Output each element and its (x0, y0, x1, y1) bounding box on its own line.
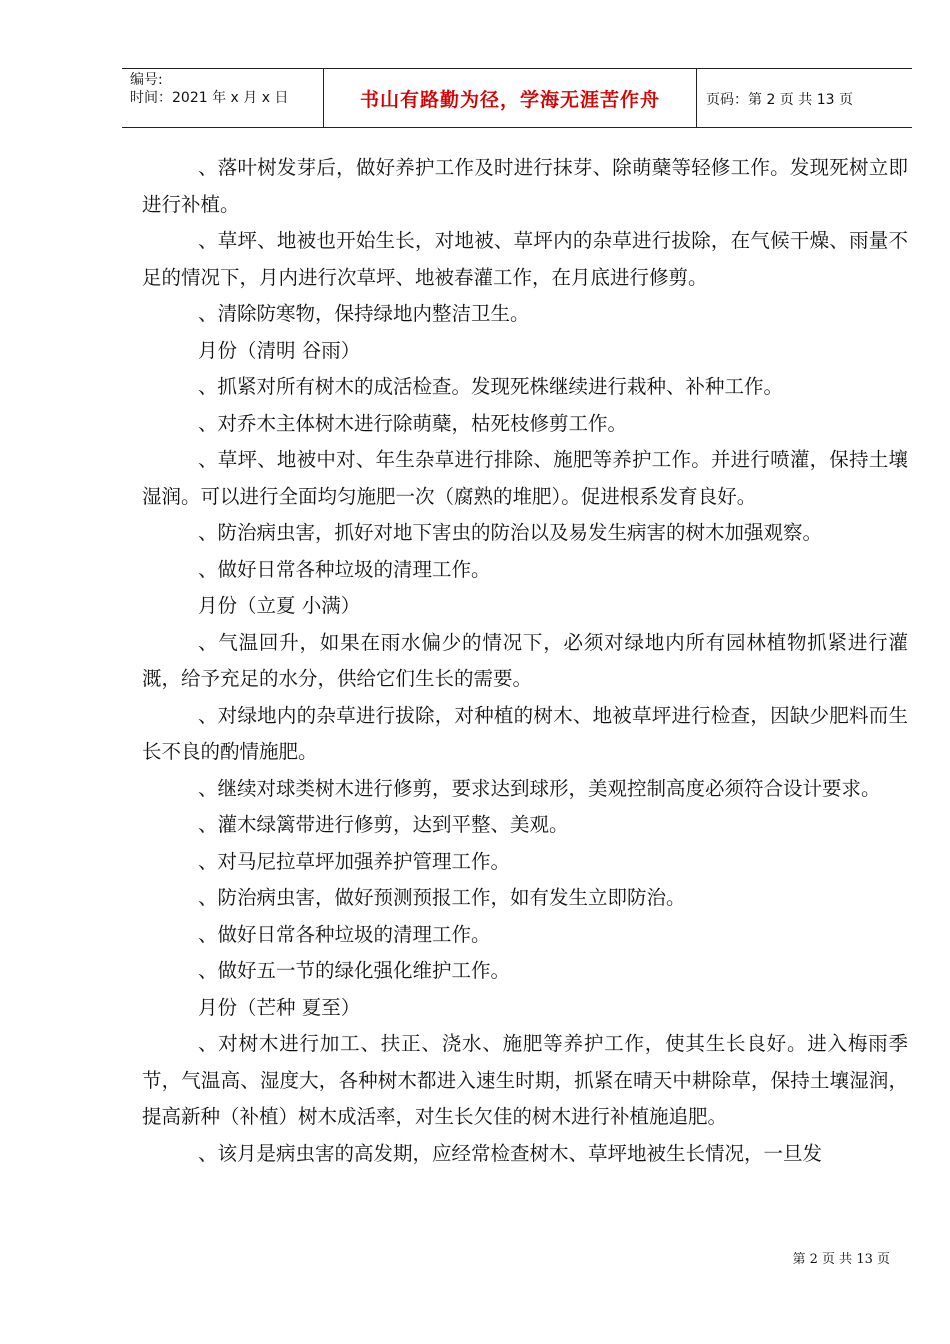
paragraph: 、草坪、地被也开始生长，对地被、草坪内的杂草进行拔除，在气候干燥、雨量不足的情况下，月内进行次草坪、地被春灌工作，在月底进行修剪。 (142, 229, 908, 289)
month-heading: 月份（芒种 夏至） (198, 995, 361, 1019)
page-footer: 第 2 页 共 13 页 (792, 1252, 890, 1267)
header-motto: 书山有路勤为径，学海无涯苦作舟 (359, 89, 660, 111)
doc-code-label: 编号: (130, 72, 163, 88)
header-divider (696, 69, 697, 128)
header-meta (130, 71, 320, 107)
paragraph: 、对乔木主体树木进行除萌蘖，枯死枝修剪工作。 (198, 411, 628, 435)
document-body (142, 150, 908, 1172)
paragraph: 、草坪、地被中对、年生杂草进行排除、施肥等养护工作。并进行喷灌，保持土壤湿润。可以进行全面均匀施肥一次（腐熟的堆肥）。促进根系发育良好。 (142, 448, 908, 508)
paragraph: 、做好五一节的绿化强化维护工作。 (198, 959, 511, 982)
paragraph: 、该月是病虫害的高发期，应经常检查树木、草坪地被生长情况，一旦发 (198, 1141, 823, 1165)
paragraph: 、灌木绿篱带进行修剪，达到平整、美观。 (198, 813, 569, 836)
paragraph: 、落叶树发芽后，做好养护工作及时进行抹芽、除萌蘖等轻修工作。发现死树立即进行补植。 (142, 156, 908, 216)
paragraph: 、对绿地内的杂草进行拔除，对种植的树木、地被草坪进行检查，因缺少肥料而生长不良的酌情施肥。 (142, 703, 908, 763)
month-heading: 月份（立夏 小满） (198, 594, 361, 617)
paragraph: 、防治病虫害，抓好对地下害虫的防治以及易发生病害的树木加强观察。 (198, 521, 823, 544)
paragraph: 、对树木进行加工、扶正、浇水、施肥等养护工作，使其生长良好。进入梅雨季节，气温高、湿度大，各种树木都进入速生时期，抓紧在晴天中耕除草，保持土壤湿润，提高新种（补植）树木成活率，对生长欠佳的树木进行补植施追肥。 (142, 1032, 908, 1128)
month-heading: 月份（清明 谷雨） (198, 338, 361, 362)
paragraph: 、抓紧对所有树木的成活检查。发现死株继续进行栽种、补种工作。 (198, 375, 784, 398)
paragraph: 、防治病虫害，做好预测预报工作，如有发生立即防治。 (198, 886, 686, 909)
paragraph: 、对马尼拉草坪加强养护管理工作。 (198, 849, 511, 873)
paragraph: 、做好日常各种垃圾的清理工作。 (198, 922, 491, 946)
paragraph: 、气温回升，如果在雨水偏少的情况下，必须对绿地内所有园林植物抓紧进行灌溉，给予充足的水分，供给它们生长的需要。 (142, 630, 908, 690)
doc-time-label: 时间：2021 年 x 月 x 日 (130, 90, 289, 106)
header-page-code: 页码：第 2 页 共 13 页 (706, 92, 853, 108)
paragraph: 、做好日常各种垃圾的清理工作。 (198, 557, 491, 581)
paragraph: 、清除防寒物，保持绿地内整洁卫生。 (198, 302, 530, 325)
page-header (122, 68, 912, 128)
paragraph: 、继续对球类树木进行修剪，要求达到球形，美观控制高度必须符合设计要求。 (198, 776, 881, 800)
